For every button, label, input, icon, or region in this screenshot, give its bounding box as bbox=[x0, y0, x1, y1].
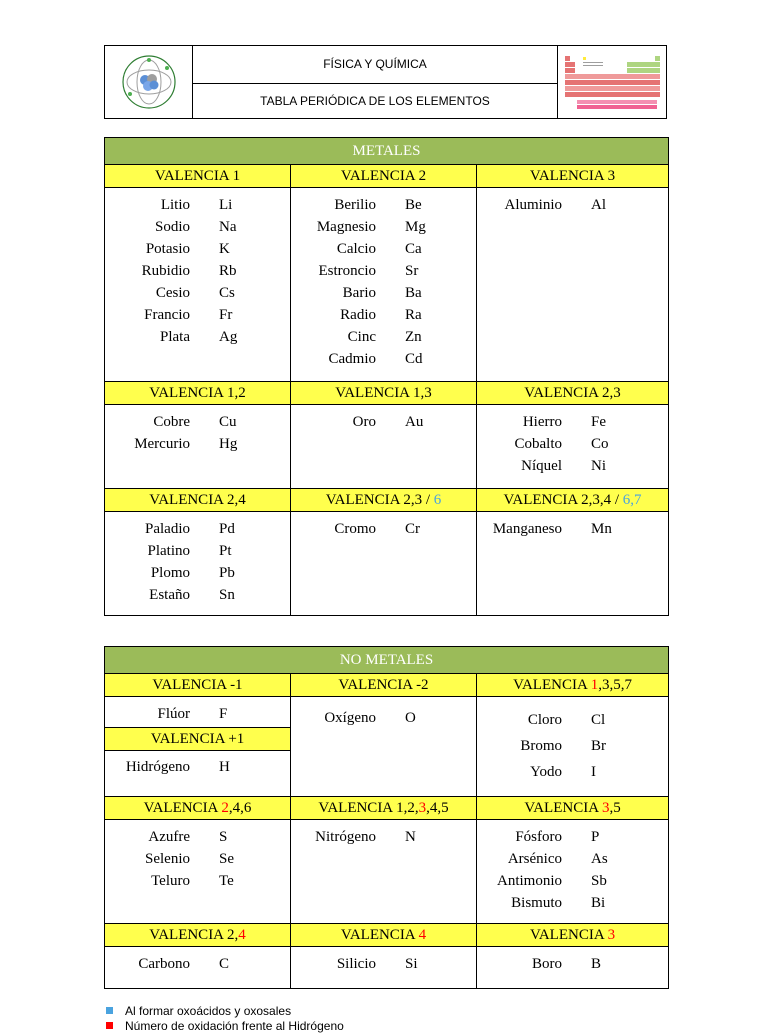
element-name: Estaño bbox=[149, 587, 190, 603]
element-symbol: Cu bbox=[219, 414, 237, 430]
valence-header: VALENCIA 4 bbox=[291, 924, 477, 947]
element-name: Flúor bbox=[157, 706, 190, 722]
element-row bbox=[477, 953, 668, 975]
element-symbol: Ag bbox=[219, 329, 238, 345]
element-symbol: P bbox=[591, 829, 600, 845]
element-name: Yodo bbox=[530, 764, 562, 780]
element-list bbox=[477, 947, 668, 975]
element-symbol: Se bbox=[219, 851, 234, 867]
element-row bbox=[105, 260, 290, 282]
element-row bbox=[105, 870, 290, 892]
element-name: Nitrógeno bbox=[315, 829, 376, 845]
element-row bbox=[105, 326, 290, 348]
valence-header: VALENCIA 2,3,4 / 6,7 bbox=[477, 489, 669, 512]
element-list bbox=[105, 820, 290, 892]
element-name: Cloro bbox=[527, 712, 562, 728]
element-symbol: Br bbox=[591, 738, 606, 754]
element-symbol: Mg bbox=[405, 219, 426, 235]
element-list bbox=[477, 820, 668, 914]
valence-header: VALENCIA 1 bbox=[105, 165, 291, 188]
legend-oxo: Al formar oxoácidos y oxosales bbox=[106, 1004, 291, 1018]
element-symbol: Zn bbox=[405, 329, 422, 345]
valence-header: VALENCIA 2,4,6 bbox=[105, 797, 291, 820]
element-symbol: H bbox=[219, 759, 230, 775]
element-row bbox=[105, 562, 290, 584]
element-name: Boro bbox=[532, 956, 562, 972]
element-list bbox=[105, 697, 290, 727]
element-row bbox=[477, 518, 668, 540]
element-symbol: F bbox=[219, 706, 228, 722]
element-name: Arsénico bbox=[507, 851, 562, 867]
element-row bbox=[477, 759, 668, 785]
element-row bbox=[105, 282, 290, 304]
valence-header: VALENCIA 1,2,3,4,5 bbox=[291, 797, 477, 820]
valence-header: VALENCIA 2 bbox=[291, 165, 477, 188]
element-name: Francio bbox=[144, 307, 190, 323]
element-row bbox=[291, 518, 476, 540]
element-row bbox=[105, 584, 290, 606]
element-symbol: I bbox=[591, 764, 596, 780]
element-symbol: Cd bbox=[405, 351, 423, 367]
element-name: Aluminio bbox=[504, 197, 562, 213]
element-symbol: N bbox=[405, 829, 416, 845]
valence-header: VALENCIA 3,5 bbox=[477, 797, 669, 820]
element-name: Paladio bbox=[145, 521, 190, 537]
element-row bbox=[477, 826, 668, 848]
element-name: Fósforo bbox=[515, 829, 562, 845]
valence-header: VALENCIA 3 bbox=[477, 924, 669, 947]
element-name: Plomo bbox=[150, 565, 190, 581]
element-row bbox=[291, 411, 476, 433]
element-name: Carbono bbox=[138, 956, 190, 972]
element-symbol: Cs bbox=[219, 285, 235, 301]
element-row bbox=[291, 238, 476, 260]
element-row bbox=[477, 455, 668, 477]
valence-header: VALENCIA 2,3 bbox=[477, 382, 669, 405]
element-name: Mercurio bbox=[134, 436, 190, 452]
element-name: Bismuto bbox=[511, 895, 562, 911]
element-name: Silicio bbox=[336, 956, 376, 972]
metales-table bbox=[104, 137, 669, 616]
element-list bbox=[105, 512, 290, 606]
element-row bbox=[477, 733, 668, 759]
element-name: Calcio bbox=[336, 241, 376, 257]
element-row bbox=[105, 238, 290, 260]
element-symbol: Mn bbox=[591, 521, 612, 537]
element-row bbox=[105, 756, 290, 778]
document-title: TABLA PERIÓDICA DE LOS ELEMENTOS bbox=[260, 94, 490, 108]
element-name: Cobre bbox=[153, 414, 190, 430]
element-symbol: Sb bbox=[591, 873, 607, 889]
element-name: Cromo bbox=[334, 521, 376, 537]
element-list bbox=[291, 820, 476, 848]
element-list bbox=[291, 697, 476, 729]
element-symbol: Li bbox=[219, 197, 233, 213]
element-row bbox=[105, 194, 290, 216]
element-row bbox=[291, 348, 476, 370]
element-symbol: Al bbox=[591, 197, 606, 213]
element-symbol: O bbox=[405, 710, 416, 726]
valence-header: VALENCIA -2 bbox=[291, 674, 477, 697]
element-symbol: Cl bbox=[591, 712, 606, 728]
element-name: Hierro bbox=[522, 414, 562, 430]
element-name: Rubidio bbox=[141, 263, 190, 279]
element-symbol: Sn bbox=[219, 587, 235, 603]
element-name: Plata bbox=[160, 329, 190, 345]
element-name: Hidrógeno bbox=[125, 759, 190, 775]
element-row bbox=[291, 707, 476, 729]
element-row bbox=[105, 953, 290, 975]
element-name: Teluro bbox=[151, 873, 190, 889]
element-symbol: Pd bbox=[219, 521, 235, 537]
document-header bbox=[104, 45, 667, 119]
valence-header: VALENCIA 1,3,5,7 bbox=[477, 674, 669, 697]
atom-icon bbox=[121, 54, 177, 110]
valence-header: VALENCIA -1 bbox=[105, 674, 291, 697]
element-list bbox=[477, 512, 668, 540]
element-name: Radio bbox=[340, 307, 376, 323]
element-row bbox=[291, 304, 476, 326]
element-name: Oxígeno bbox=[324, 710, 376, 726]
element-list bbox=[291, 405, 476, 433]
element-symbol: Au bbox=[405, 414, 424, 430]
element-symbol: B bbox=[591, 956, 602, 972]
element-list bbox=[477, 405, 668, 477]
element-row bbox=[477, 707, 668, 733]
element-symbol: Co bbox=[591, 436, 609, 452]
element-symbol: Fe bbox=[591, 414, 606, 430]
element-symbol: Pb bbox=[219, 565, 235, 581]
element-row bbox=[291, 260, 476, 282]
element-list bbox=[291, 188, 476, 370]
element-list bbox=[105, 947, 290, 975]
element-name: Bario bbox=[342, 285, 376, 301]
metales-title: METALES bbox=[105, 138, 669, 165]
element-name: Potasio bbox=[145, 241, 190, 257]
no-metales-title: NO METALES bbox=[105, 647, 669, 674]
element-symbol: K bbox=[219, 241, 230, 257]
element-symbol: As bbox=[591, 851, 608, 867]
element-symbol: Fr bbox=[219, 307, 233, 323]
element-row bbox=[477, 848, 668, 870]
element-symbol: Ni bbox=[591, 458, 606, 474]
element-row bbox=[477, 870, 668, 892]
element-row bbox=[105, 848, 290, 870]
element-name: Manganeso bbox=[492, 521, 562, 537]
element-name: Berilio bbox=[334, 197, 376, 213]
element-symbol: Ca bbox=[405, 241, 422, 257]
element-list bbox=[105, 188, 290, 348]
element-name: Cesio bbox=[155, 285, 190, 301]
element-row bbox=[105, 304, 290, 326]
element-symbol: Na bbox=[219, 219, 237, 235]
element-row bbox=[291, 194, 476, 216]
element-name: Azufre bbox=[148, 829, 190, 845]
element-name: Oro bbox=[352, 414, 376, 430]
valence-header: VALENCIA 1,3 bbox=[291, 382, 477, 405]
element-row bbox=[105, 433, 290, 455]
element-name: Níquel bbox=[521, 458, 562, 474]
element-symbol: Bi bbox=[591, 895, 606, 911]
element-symbol: Pt bbox=[219, 543, 232, 559]
element-symbol: C bbox=[219, 956, 230, 972]
valence-header: VALENCIA 3 bbox=[477, 165, 669, 188]
element-symbol: Cr bbox=[405, 521, 420, 537]
element-name: Magnesio bbox=[316, 219, 376, 235]
element-row bbox=[105, 518, 290, 540]
valence-header: VALENCIA 1,2 bbox=[105, 382, 291, 405]
element-name: Platino bbox=[147, 543, 190, 559]
element-row bbox=[105, 826, 290, 848]
element-row bbox=[477, 433, 668, 455]
periodic-table-thumbnail bbox=[563, 52, 663, 112]
element-row bbox=[291, 282, 476, 304]
element-row bbox=[477, 892, 668, 914]
element-symbol: Be bbox=[405, 197, 422, 213]
element-symbol: S bbox=[219, 829, 228, 845]
element-row bbox=[291, 326, 476, 348]
valence-header: VALENCIA 2,4 bbox=[105, 489, 291, 512]
element-row bbox=[291, 953, 476, 975]
element-row bbox=[105, 411, 290, 433]
element-symbol: Si bbox=[405, 956, 418, 972]
element-name: Sodio bbox=[154, 219, 190, 235]
element-name: Bromo bbox=[520, 738, 562, 754]
element-list bbox=[291, 947, 476, 975]
element-name: Litio bbox=[160, 197, 190, 213]
element-symbol: Rb bbox=[219, 263, 237, 279]
subject-title: FÍSICA Y QUÍMICA bbox=[323, 57, 427, 71]
element-symbol: Te bbox=[219, 873, 234, 889]
element-row bbox=[477, 411, 668, 433]
element-symbol: Ra bbox=[405, 307, 422, 323]
element-name: Selenio bbox=[145, 851, 190, 867]
element-symbol: Ba bbox=[405, 285, 422, 301]
blue-square-icon bbox=[106, 1007, 113, 1014]
element-name: Cadmio bbox=[328, 351, 376, 367]
element-row bbox=[105, 540, 290, 562]
legend-hydrogen: Número de oxidación frente al Hidrógeno bbox=[106, 1019, 344, 1033]
element-row bbox=[291, 826, 476, 848]
element-name: Cinc bbox=[347, 329, 376, 345]
element-row bbox=[105, 703, 290, 725]
element-row bbox=[291, 216, 476, 238]
element-list bbox=[291, 512, 476, 540]
element-symbol: Sr bbox=[405, 263, 419, 279]
no-metales-table bbox=[104, 646, 669, 989]
element-list bbox=[105, 751, 290, 778]
element-name: Antimonio bbox=[496, 873, 562, 889]
valence-header: VALENCIA 2,3 / 6 bbox=[291, 489, 477, 512]
element-row bbox=[477, 194, 668, 216]
element-name: Estroncio bbox=[318, 263, 376, 279]
element-row bbox=[105, 216, 290, 238]
valence-header: VALENCIA 2,4 bbox=[105, 924, 291, 947]
valence-header: VALENCIA +1 bbox=[105, 727, 290, 751]
element-list bbox=[477, 697, 668, 785]
element-list bbox=[105, 405, 290, 455]
element-name: Cobalto bbox=[514, 436, 562, 452]
red-square-icon bbox=[106, 1022, 113, 1029]
element-symbol: Hg bbox=[219, 436, 238, 452]
element-list bbox=[477, 188, 668, 216]
